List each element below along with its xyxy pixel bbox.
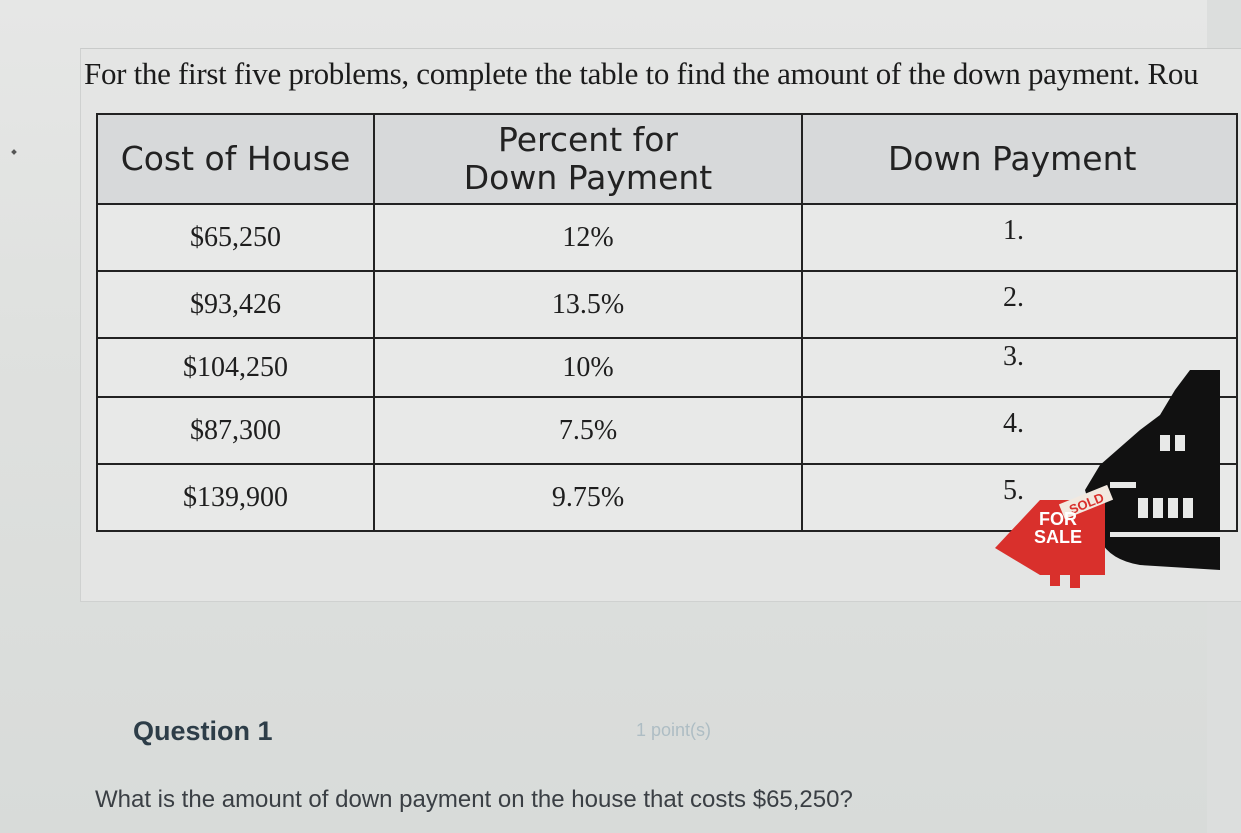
for-label: FOR — [1039, 509, 1077, 529]
header-down-payment: Down Payment — [802, 114, 1237, 204]
table-row — [97, 271, 1237, 338]
percent-cell: 7.5% — [374, 397, 802, 464]
cost-cell: $65,250 — [97, 204, 374, 271]
answer-cell: 4. — [802, 397, 1237, 464]
cost-cell: $93,426 — [97, 271, 374, 338]
house-silhouette — [1085, 370, 1220, 570]
sign-post-right — [1070, 566, 1080, 588]
cost-cell: $87,300 — [97, 397, 374, 464]
header-cost-of-house: Cost of House — [97, 114, 374, 204]
answer-cell: 2. — [802, 271, 1237, 338]
question-points: 1 point(s) — [636, 720, 712, 740]
answer-cell: 5. — [802, 464, 1237, 531]
percent-cell: 12% — [374, 204, 802, 271]
question-title: Question 1 — [133, 716, 273, 746]
percent-cell: 10% — [374, 338, 802, 397]
instructions-text: For the first five problems, complete the table to find the amount of the down payment. Rou — [84, 56, 1199, 91]
header-percent-line1: Percent for — [497, 120, 679, 159]
stray-mark — [11, 149, 17, 155]
cost-cell: $139,900 — [97, 464, 374, 531]
header-percent-line2: Down Payment — [463, 158, 713, 197]
question-text: What is the amount of down payment on the house that costs $65,250? — [95, 786, 853, 813]
sign-post-left — [1050, 566, 1060, 586]
sold-label: SOLD — [1067, 489, 1107, 518]
header-percent-down-payment — [374, 114, 802, 204]
cost-cell: $104,250 — [97, 338, 374, 397]
answer-cell: 3. — [802, 338, 1237, 397]
table-row — [97, 204, 1237, 271]
sale-label: SALE — [1033, 527, 1083, 547]
percent-cell: 13.5% — [374, 271, 802, 338]
percent-cell: 9.75% — [374, 464, 802, 531]
table-header-row — [97, 114, 1237, 204]
answer-cell: 1. — [802, 204, 1237, 271]
house-for-sale-sign-icon — [990, 370, 1220, 600]
